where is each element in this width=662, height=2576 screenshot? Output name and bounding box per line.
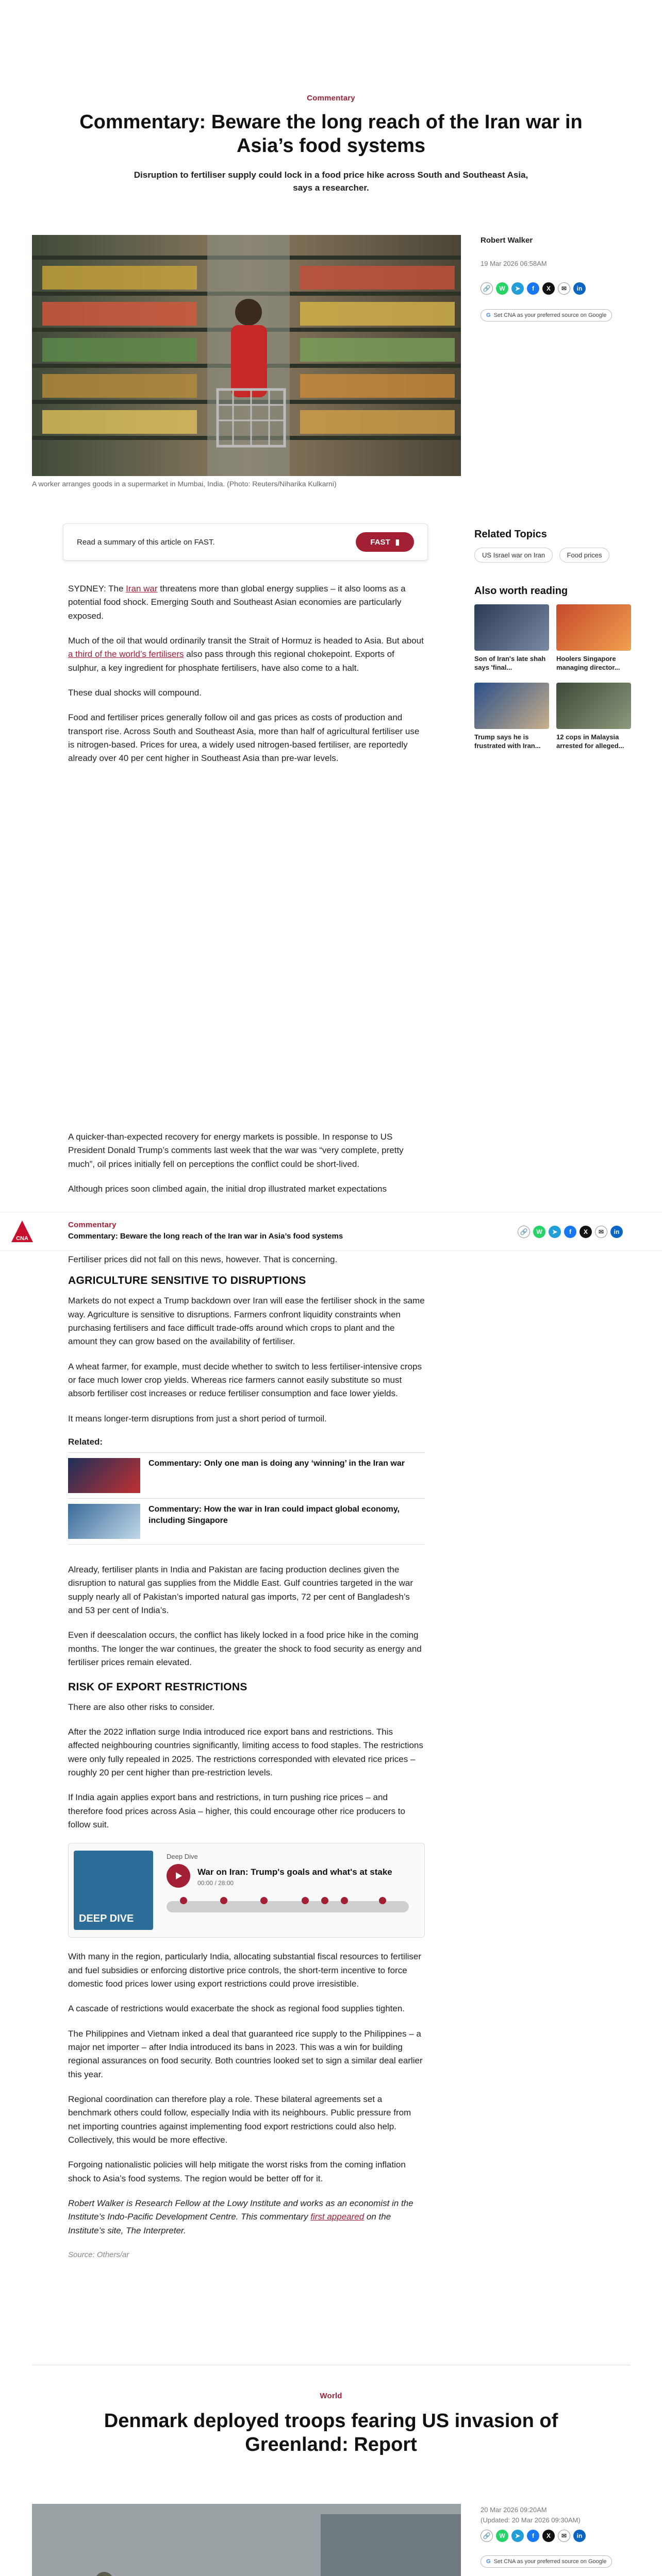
podcast-title: War on Iran: Trump's goals and what's at stake — [197, 1867, 392, 1877]
x-icon[interactable]: X — [542, 2530, 555, 2542]
fast-button[interactable]: FAST ▮ — [356, 532, 414, 552]
paragraph: Much of the oil that would ordinarily transit the Strait of Hormuz is headed to Asia. But about a third of the world’s fertilisers also pass through this regional chokepoint. Exports of sulphur, a key ingredient for phosphate fertilisers, have also come to a halt. — [68, 636, 424, 673]
article2-title: Denmark deployed troops fearing US invasion of Greenland: Report — [104, 2410, 558, 2456]
also-card-image — [556, 683, 631, 729]
podcast-cover: DEEP DIVE — [74, 1851, 153, 1930]
link-icon[interactable]: 🔗 — [481, 282, 493, 295]
sticky-article-header — [0, 1212, 662, 1251]
link-first-appeared[interactable]: first appeared — [310, 2212, 365, 2222]
related-article[interactable]: Commentary: How the war in Iran could impact global economy, including Singapore — [68, 1498, 425, 1545]
paragraph: Markets do not expect a Trump backdown over Iran will ease the fertiliser shock in the same way. Agriculture is sensitive to disruptions. Farmers confront liquidity constraints when purchasing fertilisers and face difficult trade-offs around which crops to plant and the amount they can grow based on the availability of fertiliser. — [68, 1296, 425, 1347]
article2-preferred-source-button[interactable]: G Set CNA as your preferred source on Google — [481, 2555, 612, 2568]
hero-image — [32, 235, 461, 476]
article-source: Source: Others/ar — [68, 2250, 129, 2260]
google-icon: G — [486, 2558, 491, 2565]
also-worth-reading-title: Also worth reading — [474, 585, 568, 597]
link-iran-war[interactable]: Iran war — [126, 584, 158, 594]
play-icon — [174, 1871, 183, 1880]
podcast-time: 00:00 / 28:00 — [197, 1879, 234, 1887]
whatsapp-icon[interactable]: W — [533, 1226, 545, 1238]
link-fertilisers[interactable]: a third of the world’s fertilisers — [68, 649, 184, 659]
facebook-icon[interactable]: f — [527, 282, 539, 295]
article2-category[interactable]: World — [320, 2392, 342, 2400]
podcast-show: Deep Dive — [167, 1853, 198, 1861]
topic-tag[interactable]: Food prices — [559, 548, 610, 563]
also-card-image — [556, 604, 631, 651]
svg-text:CNA: CNA — [16, 1235, 28, 1242]
facebook-icon[interactable]: f — [564, 1226, 576, 1238]
related-image — [68, 1504, 140, 1539]
email-icon[interactable]: ✉ — [558, 2530, 570, 2542]
sticky-category[interactable]: Commentary — [68, 1221, 117, 1229]
related-article[interactable]: Commentary: Only one man is doing any ‘winning’ in the Iran war — [68, 1452, 425, 1498]
play-button[interactable] — [167, 1864, 190, 1888]
link-icon[interactable]: 🔗 — [481, 2530, 493, 2542]
publish-date: 19 Mar 2026 06:58AM — [481, 260, 547, 267]
x-icon[interactable]: X — [542, 282, 555, 295]
sticky-share-bar — [518, 1226, 623, 1238]
also-worth-reading — [474, 585, 639, 751]
cna-logo[interactable] — [10, 1219, 34, 1243]
also-card[interactable]: Hoolers Singapore managing director... — [556, 604, 631, 672]
telegram-icon[interactable]: ➤ — [549, 1226, 561, 1238]
paragraph: It means longer-term disruptions from just a short period of turmoil. — [68, 1413, 327, 1423]
fast-summary-box — [63, 523, 428, 561]
related-topics — [474, 529, 639, 563]
subheading: AGRICULTURE SENSITIVE TO DISRUPTIONS — [68, 1275, 306, 1287]
article2-date: 20 Mar 2026 09:20AM — [481, 2506, 547, 2514]
linkedin-icon[interactable]: in — [573, 282, 586, 295]
article2-updated: (Updated: 20 Mar 2026 09:30AM) — [481, 2516, 581, 2524]
related-image — [68, 1458, 140, 1493]
paragraph: With many in the region, particularly India, allocating substantial fiscal resources to fertiliser and fuel subsidies or enforcing distortive price controls, the short-term incentive to force domestic food prices lower using export restrictions could prove irresistible. — [68, 1952, 422, 1989]
fast-prompt: Read a summary of this article on FAST. — [77, 537, 215, 547]
facebook-icon[interactable]: f — [527, 2530, 539, 2542]
whatsapp-icon[interactable]: W — [496, 2530, 508, 2542]
author-name[interactable]: Robert Walker — [481, 236, 533, 245]
author-bio: Robert Walker is Research Fellow at the Lowy Institute and works as an economist in the Institute’s Indo-Pacific Development Centre. This commentary first appeared on the Institute’s site, The Interpreter. — [68, 2198, 413, 2235]
paragraph: Even if deescalation occurs, the conflict has likely locked in a food price hike in the coming months. The longer the war continues, the greater the shock to food security as energy and fertiliser prices remain elevated. — [68, 1630, 422, 1668]
paragraph: A wheat farmer, for example, must decide whether to switch to less fertiliser-intensive crops or face much lower crop yields. Whereas rice farmers cannot easily substitute so must absorb fertiliser cost increases or reduce fertiliser consumption and face lower yields. — [68, 1361, 422, 1399]
also-card[interactable]: Trump says he is frustrated with Iran... — [474, 683, 549, 751]
also-card[interactable]: 12 cops in Malaysia arrested for alleged... — [556, 683, 631, 751]
related-block — [68, 1437, 425, 1545]
x-icon[interactable]: X — [580, 1226, 592, 1238]
also-card[interactable]: Son of Iran's late shah says 'final... — [474, 604, 549, 672]
article-category[interactable]: Commentary — [307, 94, 355, 103]
share-bar — [481, 282, 586, 295]
hero-caption: A worker arranges goods in a supermarket in Mumbai, India. (Photo: Reuters/Niharika Kulkarni) — [32, 480, 337, 488]
paragraph: Food and fertiliser prices generally follow oil and gas prices as costs of production and transport rise. Across South and Southeast Asia, more than half of agricultural fertiliser use is nitrogen-based. Prices for urea, a widely used nitrogen-based fertiliser, are reportedly already over 40 per cent higher in Southeast Asia than pre-war levels. — [68, 713, 420, 764]
paragraph: Although prices soon climbed again, the initial drop illustrated market expectations — [68, 1184, 387, 1194]
paragraph: Forgoing nationalistic policies will help mitigate the worst risks from the coming inflation shock to Asia’s food systems. The region would be better off for it. — [68, 2160, 406, 2183]
article2-share-bar — [481, 2530, 586, 2542]
article-body-1 — [68, 582, 425, 777]
article-body-2 — [68, 1130, 425, 1196]
linkedin-icon[interactable]: in — [573, 2530, 586, 2542]
paragraph: Regional coordination can therefore play a role. These bilateral agreements set a benchmark others could follow, especially India with its neighbours. Public pressure from net importing countries against implementing food export restrictions could also help. Collectively, this would be more effective. — [68, 2094, 411, 2145]
link-icon[interactable]: 🔗 — [518, 1226, 530, 1238]
sticky-title: Commentary: Beware the long reach of the Iran war in Asia’s food systems — [68, 1232, 343, 1241]
paragraph: A cascade of restrictions would exacerbate the shock as regional food supplies tighten. — [68, 2004, 405, 2014]
also-card-image — [474, 604, 549, 651]
topic-tag[interactable]: US Israel war on Iran — [474, 548, 553, 563]
paragraph: If India again applies export bans and restrictions, in turn pushing rice prices – and therefore food prices across Asia – higher, this could encourage other rice producers to follow suit. — [68, 1792, 405, 1829]
google-icon: G — [486, 312, 491, 318]
also-card-image — [474, 683, 549, 729]
podcast-progress-track[interactable] — [167, 1901, 409, 1912]
email-icon[interactable]: ✉ — [595, 1226, 607, 1238]
paragraph: A quicker-than-expected recovery for energy markets is possible. In response to US President Donald Trump’s comments last week that the war was “very complete, pretty much”, oil prices initially fell on perceptions the conflict could be short-lived. — [68, 1132, 404, 1169]
paragraph: Fertiliser prices did not fall on this news, however. That is concerning. — [68, 1255, 338, 1264]
paragraph: SYDNEY: The Iran war threatens more than global energy supplies – it also looms as a potential food shock. Emerging South and Southeast Asian economies are particularly exposed. — [68, 584, 406, 621]
linkedin-icon[interactable]: in — [610, 1226, 623, 1238]
paragraph: After the 2022 inflation surge India introduced rice export bans and restrictions. This affected neighbouring countries significantly, limiting access to food staples. The restrictions were only fully repealed in 2025. The restrictions corresponded with elevated rice prices – roughly 20 per cent higher than pre-restriction levels. — [68, 1726, 423, 1777]
email-icon[interactable]: ✉ — [558, 282, 570, 295]
paragraph: There are also other risks to consider. — [68, 1702, 215, 1712]
article-dek: Disruption to fertiliser supply could lock in a food price hike across South and Southeast Asia, says a researcher. — [134, 170, 528, 193]
related-label: Related: — [68, 1437, 103, 1447]
telegram-icon[interactable]: ➤ — [511, 282, 524, 295]
article2-image — [32, 2504, 461, 2576]
subheading: RISK OF EXPORT RESTRICTIONS — [68, 1681, 247, 1693]
related-topics-title: Related Topics — [474, 529, 547, 540]
podcast-player — [68, 1843, 425, 1938]
paragraph: The Philippines and Vietnam inked a deal that guaranteed rice supply to the Philippines – a major net importer – after India introduced its bans in 2023. This was a win for building regional assurances on food security. Both countries looked set to sign a similar deal earlier this year. — [68, 2028, 423, 2079]
preferred-source-button[interactable]: G Set CNA as your preferred source on Google — [481, 309, 612, 321]
telegram-icon[interactable]: ➤ — [511, 2530, 524, 2542]
document-icon: ▮ — [395, 538, 400, 547]
article-title: Commentary: Beware the long reach of the Iran war in Asia’s food systems — [79, 111, 583, 157]
article-body-3 — [68, 1253, 425, 2272]
paragraph: Already, fertiliser plants in India and Pakistan are facing production declines given the disruption to natural gas supplies from the Middle East. Gulf countries targeted in the war supply nearly all of Pakistan’s imported natural gas imports, 72 per cent of Bangladesh’s and 53 per cent of India’s. — [68, 1565, 413, 1616]
whatsapp-icon[interactable]: W — [496, 282, 508, 295]
paragraph: These dual shocks will compound. — [68, 688, 202, 698]
